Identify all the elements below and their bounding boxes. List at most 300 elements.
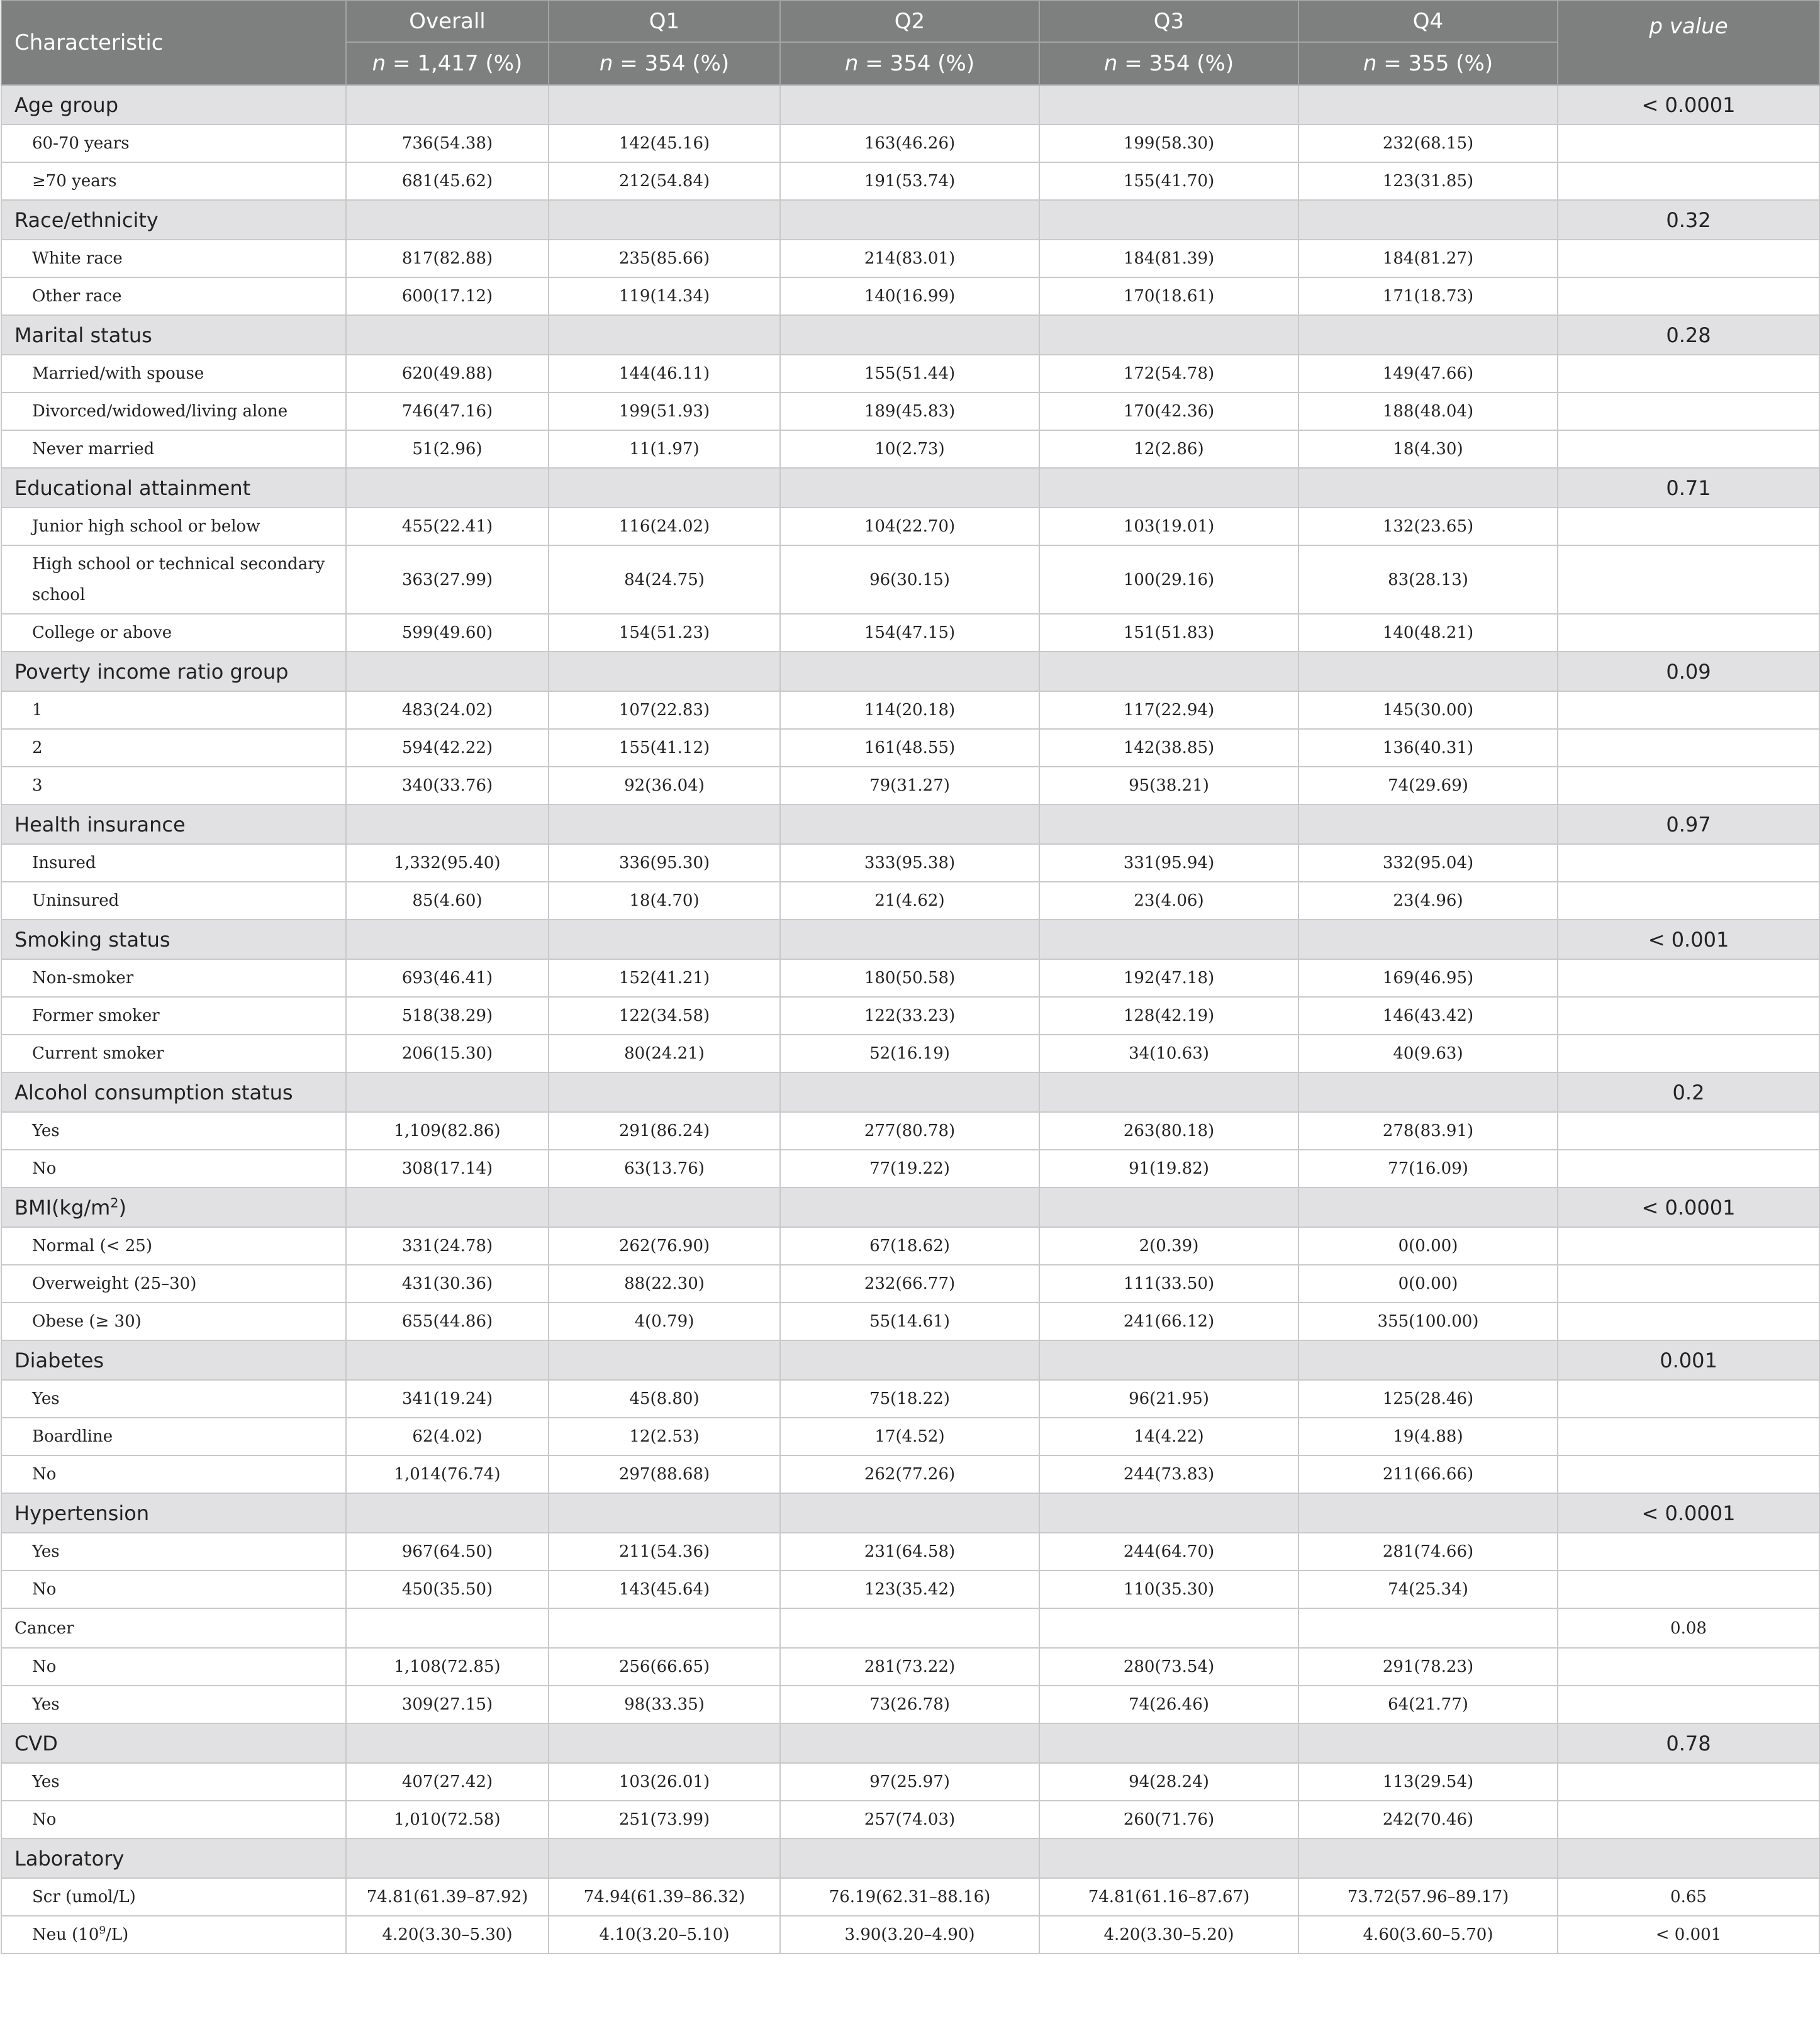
value-cell: 291(86.24): [549, 1112, 780, 1150]
group-label: [1, 804, 346, 844]
table-row: [1, 277, 1819, 315]
empty-cell: [549, 468, 780, 508]
value-cell: 51(2.96): [346, 430, 549, 468]
row-label: [1, 882, 346, 920]
value-cell: 94(28.24): [1039, 1763, 1298, 1801]
label-text: Yes: [32, 1389, 60, 1408]
row-label: [1, 1227, 346, 1265]
value-cell: 1,332(95.40): [346, 844, 549, 882]
label-text: Marital status: [14, 323, 152, 347]
value-cell: 257(74.03): [780, 1801, 1039, 1838]
row-label: [1, 959, 346, 997]
value-cell: 212(54.84): [549, 162, 780, 200]
group-p-value: < 0.0001: [1558, 1187, 1819, 1227]
row-label: [1, 1418, 346, 1455]
label-text: Neu (10: [32, 1925, 99, 1944]
label-suffix: ): [118, 1195, 126, 1220]
group-p-value: 0.78: [1558, 1723, 1819, 1763]
table-row: [1, 1418, 1819, 1455]
table-row: [1, 240, 1819, 277]
value-cell: 189(45.83): [780, 392, 1039, 430]
label-text: Junior high school or below: [32, 516, 260, 536]
row-p-value: [1558, 1801, 1819, 1838]
value-cell: 431(30.36): [346, 1265, 549, 1303]
value-cell: 100(29.16): [1039, 545, 1298, 614]
label-text: Age group: [14, 92, 118, 117]
row-label: [1, 277, 346, 315]
group-label: [1, 1340, 346, 1380]
value-cell: 75(18.22): [780, 1380, 1039, 1418]
empty-cell: [1298, 85, 1558, 125]
empty-cell: [1039, 315, 1298, 355]
value-cell: 4.20(3.30–5.20): [1039, 1916, 1298, 1954]
empty-cell: [346, 200, 549, 240]
row-p-value: [1558, 1763, 1819, 1801]
label-text: Uninsured: [32, 891, 120, 910]
row-label: [1, 125, 346, 162]
empty-cell: [1039, 200, 1298, 240]
value-cell: 4.60(3.60–5.70): [1298, 1916, 1558, 1954]
group-label: [1, 1072, 346, 1112]
value-cell: 180(50.58): [780, 959, 1039, 997]
row-p-value: < 0.001: [1558, 1916, 1819, 1954]
table-row: [1, 1265, 1819, 1303]
value-cell: 123(31.85): [1298, 162, 1558, 200]
header-overall-n: [346, 42, 549, 85]
value-cell: 199(51.93): [549, 392, 780, 430]
table-row: [1, 1801, 1819, 1838]
group-header-row: [1, 652, 1819, 691]
group-label: [1, 315, 346, 355]
value-cell: 95(38.21): [1039, 767, 1298, 804]
table-row: [1, 1916, 1819, 1954]
empty-cell: [549, 804, 780, 844]
row-label: [1, 1801, 346, 1838]
row-p-value: [1558, 844, 1819, 882]
row-label: [1, 1455, 346, 1493]
value-cell: 155(51.44): [780, 355, 1039, 392]
value-cell: 169(46.95): [1298, 959, 1558, 997]
value-cell: 151(51.83): [1039, 614, 1298, 652]
table-row: [1, 1380, 1819, 1418]
group-header-row: [1, 1340, 1819, 1380]
table-row: [1, 1571, 1819, 1608]
group-p-value: < 0.0001: [1558, 1493, 1819, 1533]
value-cell: 817(82.88): [346, 240, 549, 277]
row-label: [1, 767, 346, 804]
row-p-value: [1558, 1418, 1819, 1455]
value-cell: 91(19.82): [1039, 1150, 1298, 1187]
table-row: [1, 545, 1819, 614]
label-text: College or above: [32, 623, 172, 642]
value-cell: 119(14.34): [549, 277, 780, 315]
value-cell: 172(54.78): [1039, 355, 1298, 392]
row-p-value: [1558, 392, 1819, 430]
empty-cell: [780, 468, 1039, 508]
row-p-value: [1558, 959, 1819, 997]
group-header-row: [1, 85, 1819, 125]
value-cell: 232(68.15): [1298, 125, 1558, 162]
group-p-value: < 0.001: [1558, 920, 1819, 959]
label-text: Yes: [32, 1694, 60, 1714]
table-row: [1, 508, 1819, 545]
label-text: Normal (< 25): [32, 1236, 152, 1255]
value-cell: 18(4.70): [549, 882, 780, 920]
value-cell: 103(26.01): [549, 1763, 780, 1801]
value-cell: 74(25.34): [1298, 1571, 1558, 1608]
row-label: [1, 1878, 346, 1916]
n-count: = 354 (%): [858, 51, 975, 76]
header-q3-n: [1039, 42, 1298, 85]
value-cell: 19(4.88): [1298, 1418, 1558, 1455]
header-q1: Q1: [549, 1, 780, 42]
row-p-value: [1558, 1227, 1819, 1265]
row-p-value: [1558, 1265, 1819, 1303]
value-cell: 77(19.22): [780, 1150, 1039, 1187]
value-cell: 155(41.12): [549, 729, 780, 767]
value-cell: 262(76.90): [549, 1227, 780, 1265]
label-text: Divorced/widowed/living alone: [32, 401, 288, 421]
label-text: Yes: [32, 1121, 60, 1140]
empty-cell: [1298, 920, 1558, 959]
value-cell: 83(28.13): [1298, 545, 1558, 614]
value-cell: 73.72(57.96–89.17): [1298, 1878, 1558, 1916]
empty-cell: [549, 920, 780, 959]
value-cell: 188(48.04): [1298, 392, 1558, 430]
value-cell: 309(27.15): [346, 1686, 549, 1723]
value-cell: 17(4.52): [780, 1418, 1039, 1455]
row-label: [1, 240, 346, 277]
row-p-value: [1558, 614, 1819, 652]
row-label: [1, 1763, 346, 1801]
value-cell: 4.20(3.30–5.30): [346, 1916, 549, 1954]
value-cell: 518(38.29): [346, 997, 549, 1035]
n-count: = 354 (%): [613, 51, 730, 76]
empty-cell: [1039, 468, 1298, 508]
group-p-value: 0.32: [1558, 200, 1819, 240]
value-cell: 154(51.23): [549, 614, 780, 652]
value-cell: 107(22.83): [549, 691, 780, 729]
value-cell: 34(10.63): [1039, 1035, 1298, 1072]
row-p-value: 0.65: [1558, 1878, 1819, 1916]
table-row: [1, 162, 1819, 200]
table-row: [1, 1878, 1819, 1916]
value-cell: 11(1.97): [549, 430, 780, 468]
row-label: [1, 545, 346, 614]
group-header-row: [1, 1072, 1819, 1112]
value-cell: 10(2.73): [780, 430, 1039, 468]
value-cell: 84(24.75): [549, 545, 780, 614]
value-cell: 122(34.58): [549, 997, 780, 1035]
row-p-value: [1558, 125, 1819, 162]
value-cell: 241(66.12): [1039, 1303, 1298, 1340]
row-p-value: [1558, 1150, 1819, 1187]
row-label: [1, 1648, 346, 1686]
empty-cell: [549, 1838, 780, 1878]
table-row: [1, 1648, 1819, 1686]
row-p-value: [1558, 729, 1819, 767]
value-cell: 244(64.70): [1039, 1533, 1298, 1571]
value-cell: 336(95.30): [549, 844, 780, 882]
empty-cell: [346, 652, 549, 691]
empty-cell: [780, 1340, 1039, 1380]
row-label: [1, 1686, 346, 1723]
value-cell: 18(4.30): [1298, 430, 1558, 468]
empty-cell: [1039, 920, 1298, 959]
empty-cell: [1298, 1340, 1558, 1380]
group-label: [1, 85, 346, 125]
value-cell: 214(83.01): [780, 240, 1039, 277]
value-cell: 136(40.31): [1298, 729, 1558, 767]
value-cell: 308(17.14): [346, 1150, 549, 1187]
value-cell: 736(54.38): [346, 125, 549, 162]
group-p-value: [1558, 1838, 1819, 1878]
empty-cell: [346, 1072, 549, 1112]
empty-cell: [1039, 652, 1298, 691]
value-cell: 74(29.69): [1298, 767, 1558, 804]
label-suffix: /L): [106, 1925, 129, 1944]
label-text: Health insurance: [14, 812, 186, 837]
value-cell: 122(33.23): [780, 997, 1039, 1035]
value-cell: 12(2.53): [549, 1418, 780, 1455]
group-label: [1, 200, 346, 240]
label-superscript: 9: [99, 1923, 106, 1936]
row-p-value: [1558, 997, 1819, 1035]
empty-cell: [1039, 1340, 1298, 1380]
n-symbol: n: [1363, 51, 1377, 76]
empty-cell: [780, 1187, 1039, 1227]
row-p-value: [1558, 508, 1819, 545]
value-cell: 12(2.86): [1039, 430, 1298, 468]
group-label: [1, 1838, 346, 1878]
label-text: Boardline: [32, 1427, 113, 1446]
value-cell: 331(95.94): [1039, 844, 1298, 882]
label-text: Former smoker: [32, 1006, 160, 1025]
value-cell: 455(22.41): [346, 508, 549, 545]
value-cell: 244(73.83): [1039, 1455, 1298, 1493]
group-p-value: 0.71: [1558, 468, 1819, 508]
value-cell: 206(15.30): [346, 1035, 549, 1072]
row-p-value: [1558, 1648, 1819, 1686]
row-p-value: [1558, 1112, 1819, 1150]
value-cell: 340(33.76): [346, 767, 549, 804]
table-header: [1, 1, 1819, 85]
group-header-row: [1, 920, 1819, 959]
header-characteristic: Characteristic: [1, 1, 346, 85]
row-label: [1, 844, 346, 882]
group-header-row: [1, 1838, 1819, 1878]
row-label: [1, 430, 346, 468]
value-cell: 232(66.77): [780, 1265, 1039, 1303]
empty-cell: [780, 804, 1039, 844]
n-count: = 354 (%): [1117, 51, 1234, 76]
group-header-row: [1, 1493, 1819, 1533]
value-cell: 450(35.50): [346, 1571, 549, 1608]
value-cell: 14(4.22): [1039, 1418, 1298, 1455]
n-symbol: n: [844, 51, 859, 76]
label-text: Cancer: [14, 1618, 74, 1638]
label-text: Smoking status: [14, 927, 170, 952]
empty-cell: [1039, 1608, 1298, 1648]
label-superscript: 2: [110, 1194, 119, 1210]
value-cell: 23(4.06): [1039, 882, 1298, 920]
label-text: Educational attainment: [14, 476, 251, 500]
value-cell: 260(71.76): [1039, 1801, 1298, 1838]
empty-cell: [780, 920, 1039, 959]
row-p-value: [1558, 767, 1819, 804]
value-cell: 1,109(82.86): [346, 1112, 549, 1150]
label-text: No: [32, 1810, 57, 1829]
empty-cell: [1039, 804, 1298, 844]
row-label: [1, 1571, 346, 1608]
label-text: Obese (≥ 30): [32, 1311, 142, 1331]
row-label: [1, 1303, 346, 1340]
row-p-value: [1558, 277, 1819, 315]
value-cell: 161(48.55): [780, 729, 1039, 767]
table-row: [1, 125, 1819, 162]
group-header-row: [1, 200, 1819, 240]
header-q2: Q2: [780, 1, 1039, 42]
value-cell: 341(19.24): [346, 1380, 549, 1418]
empty-cell: [549, 1723, 780, 1763]
value-cell: 1,108(72.85): [346, 1648, 549, 1686]
label-text: Non-smoker: [32, 968, 134, 987]
value-cell: 620(49.88): [346, 355, 549, 392]
label-text: Hypertension: [14, 1501, 150, 1525]
empty-cell: [1298, 200, 1558, 240]
row-label: [1, 997, 346, 1035]
value-cell: 281(74.66): [1298, 1533, 1558, 1571]
label-text: Poverty income ratio group: [14, 659, 289, 684]
group-header-row: [1, 1608, 1819, 1648]
group-p-value: 0.08: [1558, 1608, 1819, 1648]
value-cell: 154(47.15): [780, 614, 1039, 652]
value-cell: 407(27.42): [346, 1763, 549, 1801]
label-text: Other race: [32, 286, 122, 306]
label-text: Diabetes: [14, 1348, 104, 1372]
group-header-row: [1, 804, 1819, 844]
empty-cell: [1039, 1723, 1298, 1763]
empty-cell: [1298, 1072, 1558, 1112]
header-q4-n: [1298, 42, 1558, 85]
value-cell: 149(47.66): [1298, 355, 1558, 392]
value-cell: 256(66.65): [549, 1648, 780, 1686]
row-label: [1, 1916, 346, 1954]
table-body: [1, 85, 1819, 1954]
label-text: Never married: [32, 439, 155, 459]
value-cell: 0(0.00): [1298, 1265, 1558, 1303]
value-cell: 144(46.11): [549, 355, 780, 392]
empty-cell: [346, 468, 549, 508]
value-cell: 600(17.12): [346, 277, 549, 315]
table-row: [1, 1150, 1819, 1187]
group-p-value: 0.28: [1558, 315, 1819, 355]
group-p-value: 0.97: [1558, 804, 1819, 844]
value-cell: 235(85.66): [549, 240, 780, 277]
empty-cell: [346, 1608, 549, 1648]
value-cell: 143(45.64): [549, 1571, 780, 1608]
value-cell: 85(4.60): [346, 882, 549, 920]
value-cell: 52(16.19): [780, 1035, 1039, 1072]
table-row: [1, 1112, 1819, 1150]
group-header-row: [1, 1723, 1819, 1763]
header-q4: Q4: [1298, 1, 1558, 42]
row-p-value: [1558, 691, 1819, 729]
label-text: Alcohol consumption status: [14, 1080, 293, 1104]
empty-cell: [346, 85, 549, 125]
header-q1-n: [549, 42, 780, 85]
value-cell: 76.19(62.31–88.16): [780, 1878, 1039, 1916]
value-cell: 114(20.18): [780, 691, 1039, 729]
group-label: [1, 920, 346, 959]
value-cell: 184(81.27): [1298, 240, 1558, 277]
group-p-value: 0.001: [1558, 1340, 1819, 1380]
table-row: [1, 997, 1819, 1035]
value-cell: 146(43.42): [1298, 997, 1558, 1035]
value-cell: 483(24.02): [346, 691, 549, 729]
empty-cell: [1039, 85, 1298, 125]
value-cell: 104(22.70): [780, 508, 1039, 545]
value-cell: 67(18.62): [780, 1227, 1039, 1265]
table-row: [1, 959, 1819, 997]
empty-cell: [549, 652, 780, 691]
value-cell: 92(36.04): [549, 767, 780, 804]
row-label: [1, 1533, 346, 1571]
value-cell: 96(21.95): [1039, 1380, 1298, 1418]
value-cell: 45(8.80): [549, 1380, 780, 1418]
value-cell: 55(14.61): [780, 1303, 1039, 1340]
label-text: Married/with spouse: [32, 364, 204, 383]
value-cell: 277(80.78): [780, 1112, 1039, 1150]
value-cell: 88(22.30): [549, 1265, 780, 1303]
n-count: = 355 (%): [1376, 51, 1493, 76]
value-cell: 280(73.54): [1039, 1648, 1298, 1686]
label-text: Current smoker: [32, 1043, 164, 1063]
label-text: No: [32, 1464, 57, 1484]
value-cell: 96(30.15): [780, 545, 1039, 614]
row-p-value: [1558, 1455, 1819, 1493]
value-cell: 746(47.16): [346, 392, 549, 430]
value-cell: 79(31.27): [780, 767, 1039, 804]
empty-cell: [780, 1723, 1039, 1763]
label-text: Scr (umol/L): [32, 1887, 136, 1906]
group-header-row: [1, 1187, 1819, 1227]
empty-cell: [549, 1187, 780, 1227]
empty-cell: [549, 200, 780, 240]
row-p-value: [1558, 545, 1819, 614]
label-text: Overweight (25–30): [32, 1274, 197, 1293]
value-cell: 62(4.02): [346, 1418, 549, 1455]
row-label: [1, 1380, 346, 1418]
label-text: 1: [32, 700, 43, 720]
table-row: [1, 882, 1819, 920]
value-cell: 140(48.21): [1298, 614, 1558, 652]
value-cell: 142(45.16): [549, 125, 780, 162]
row-label: [1, 508, 346, 545]
table-row: [1, 729, 1819, 767]
row-label: [1, 614, 346, 652]
table-row: [1, 767, 1819, 804]
value-cell: 184(81.39): [1039, 240, 1298, 277]
value-cell: 231(64.58): [780, 1533, 1039, 1571]
label-text: Yes: [32, 1542, 60, 1561]
value-cell: 291(78.23): [1298, 1648, 1558, 1686]
table-row: [1, 355, 1819, 392]
group-label: [1, 1493, 346, 1533]
group-label: [1, 1187, 346, 1227]
label-text: White race: [32, 248, 123, 268]
table-row: [1, 1533, 1819, 1571]
